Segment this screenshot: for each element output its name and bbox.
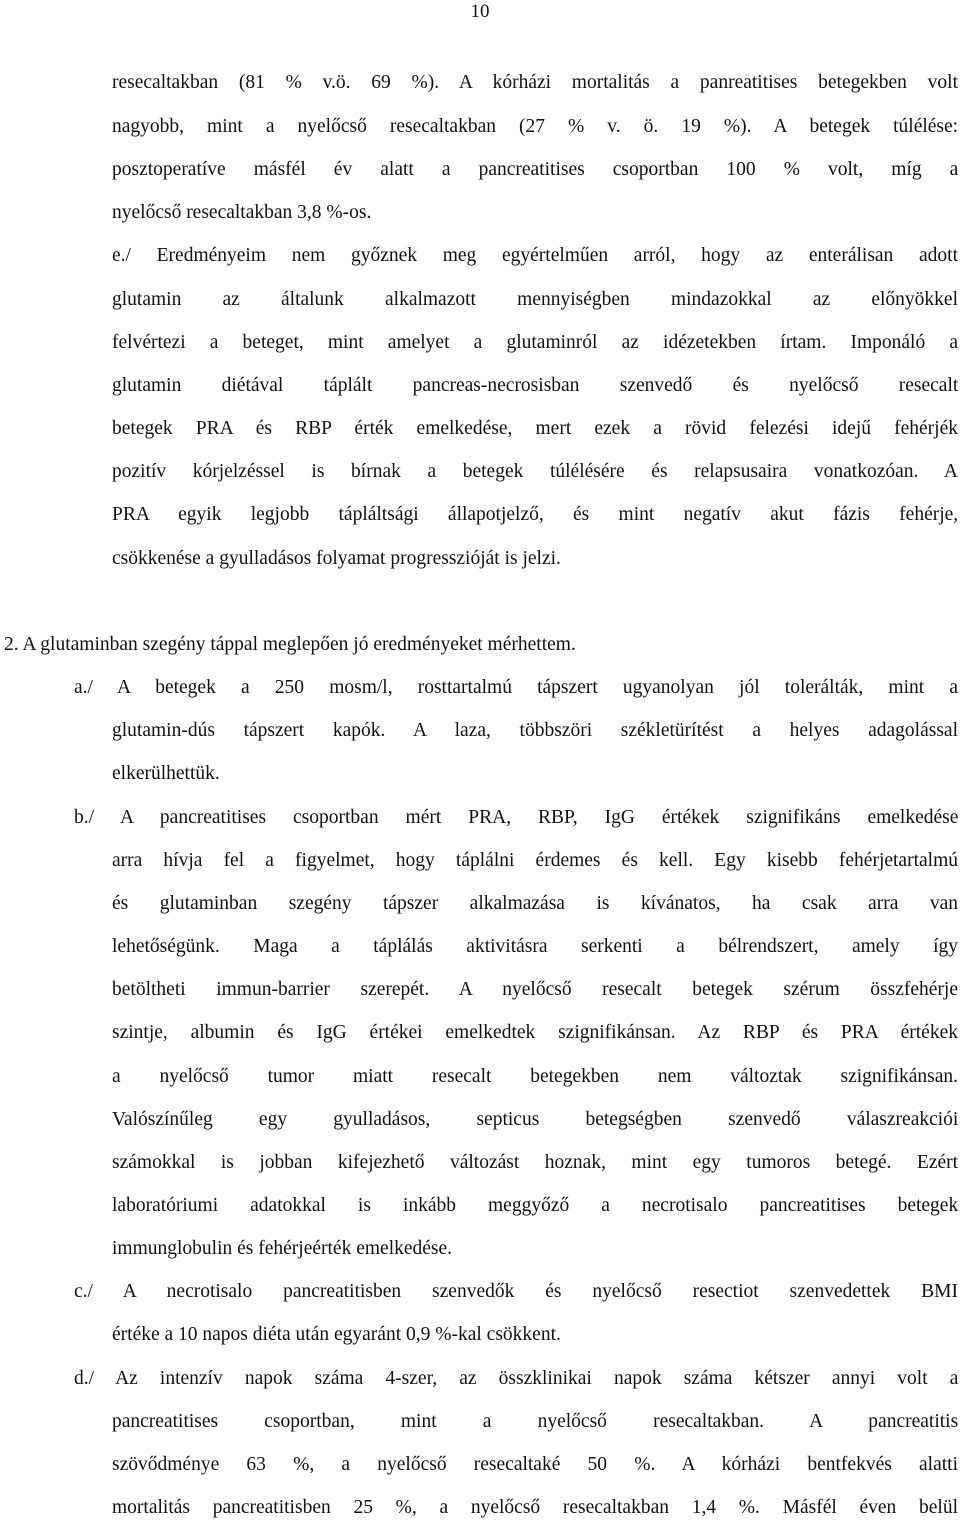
item-a-line: a./ A betegek a 250 mosm/l, rosttartalmú tápszert ugyanolyan jól tolerálták, mint a bbox=[74, 677, 958, 698]
item-b-line: arra hívja fel a figyelmet, hogy táplálni érdemes és kell. Egy kisebb fehérjetartalmú bbox=[112, 850, 958, 871]
item-b-line: immunglobulin és fehérjeérték emelkedése. bbox=[112, 1238, 453, 1259]
item-d-line: d./ Az intenzív napok száma 4-szer, az összklinikai napok száma kétszer annyi volt a bbox=[74, 1368, 959, 1389]
paragraph-line: resecaltakban (81 % v.ö. 69 %). A kórházi mortalitás a panreatitises betegekben volt bbox=[112, 72, 958, 93]
item-e-line: felvértezi a beteget, mint amelyet a glutaminról az idézetekben írtam. Imponáló a bbox=[112, 332, 959, 353]
item-e-line: e./ Eredményeim nem győznek meg egyértelműen arról, hogy az enterálisan adott bbox=[112, 245, 958, 266]
item-b-line: b./ A pancreatitises csoportban mért PRA, RBP, IgG értékek szignifikáns emelkedése bbox=[74, 807, 959, 828]
item-d-line: szövődménye 63 %, a nyelőcső resecaltaké 50 %. A kórházi bentfekvés alatti bbox=[112, 1454, 958, 1475]
item-b-line: laboratóriumi adatokkal is inkább meggyőző a necrotisalo pancreatitises betegek bbox=[112, 1195, 959, 1216]
item-e-line: betegek PRA és RBP érték emelkedése, mert ezek a rövid felezési idejű fehérjék bbox=[112, 418, 958, 439]
paragraph-line: nyelőcső resecaltakban 3,8 %-os. bbox=[112, 202, 372, 223]
item-c-line: c./ A necrotisalo pancreatitisben szenvedők és nyelőcső resectiot szenvedettek BMI bbox=[74, 1281, 958, 1302]
item-c-line: értéke a 10 napos diéta után egyaránt 0,9 %-kal csökkent. bbox=[112, 1324, 561, 1345]
item-a-line: elkerülhettük. bbox=[112, 763, 220, 784]
paragraph-line: posztoperatíve másfél év alatt a pancreatitises csoportban 100 % volt, míg a bbox=[112, 159, 959, 180]
item-b-line: lehetőségünk. Maga a táplálás aktivitásra serkenti a bélrendszert, amely így bbox=[112, 936, 958, 957]
item-b-line: számokkal is jobban kifejezhető változást hoznak, mint egy tumoros betegé. Ezért bbox=[112, 1152, 959, 1173]
item-b-line: és glutaminban szegény tápszer alkalmazása is kívánatos, ha csak arra van bbox=[112, 893, 958, 914]
item-d-line: pancreatitises csoportban, mint a nyelőcső resecaltakban. A pancreatitis bbox=[112, 1411, 959, 1432]
item-b-line: betöltheti immun-barrier szerepét. A nyelőcső resecalt betegek szérum összfehérje bbox=[112, 979, 958, 1000]
item-b-line: szintje, albumin és IgG értékei emelkedtek szignifikánsan. Az RBP és PRA értékek bbox=[112, 1022, 958, 1043]
item-d-line: mortalitás pancreatitisben 25 %, a nyelőcső resecaltakban 1,4 %. Másfél éven belül bbox=[112, 1497, 958, 1518]
section-heading: 2. A glutaminban szegény táppal meglepően jó eredményeket mérhettem. bbox=[4, 634, 576, 655]
item-e-line: PRA egyik legjobb tápláltsági állapotjelző, és mint negatív akut fázis fehérje, bbox=[112, 504, 959, 525]
item-e-line: pozitív kórjelzéssel is bírnak a betegek túlélésére és relapsusaira vonatkozóan. A bbox=[112, 461, 958, 482]
item-e-line: glutamin diétával táplált pancreas-necrosisban szenvedő és nyelőcső resecalt bbox=[112, 375, 959, 396]
item-e-line: csökkenése a gyulladásos folyamat progresszióját is jelzi. bbox=[112, 548, 561, 569]
item-b-line: Valószínűleg egy gyulladásos, septicus betegségben szenvedő válaszreakciói bbox=[112, 1109, 959, 1130]
page-number: 10 bbox=[470, 1, 490, 22]
item-b-line: a nyelőcső tumor miatt resecalt betegekben nem változtak szignifikánsan. bbox=[112, 1066, 958, 1087]
paragraph-line: nagyobb, mint a nyelőcső resecaltakban (27 % v. ö. 19 %). A betegek túlélése: bbox=[112, 116, 959, 137]
item-a-line: glutamin-dús tápszert kapók. A laza, többszöri székletürítést a helyes adagolással bbox=[112, 720, 958, 741]
item-e-line: glutamin az általunk alkalmazott mennyiségben mindazokkal az előnyökkel bbox=[112, 289, 958, 310]
